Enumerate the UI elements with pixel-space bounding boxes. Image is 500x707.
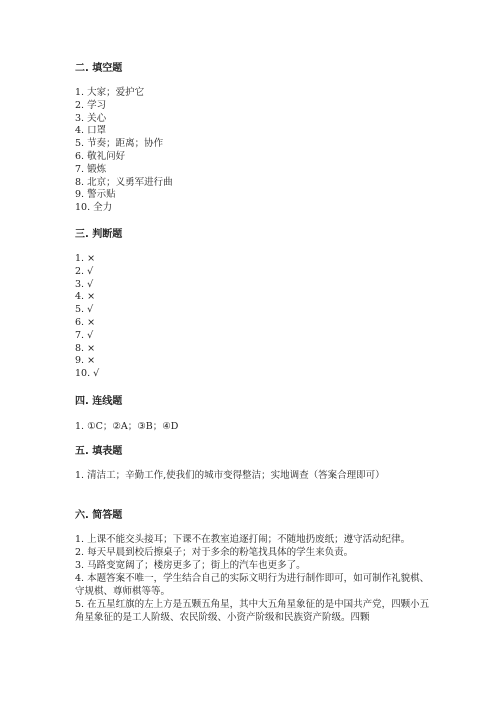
answer-line: 1. 清洁工；辛勤工作,使我们的城市变得整洁；实地调查（答案合理即可） [75, 470, 385, 481]
answer-line: 7. √ [75, 329, 94, 341]
answer-line: 4. × [75, 291, 96, 303]
answer-line: 9. × [75, 355, 96, 367]
answer-line: 5. 节奏；距离；协作 [75, 138, 164, 150]
answer-line: 1. ①C；②A；③B；④D [75, 421, 179, 432]
answer-line: 9. 警示贴 [75, 189, 116, 201]
answer-line: 10. 全力 [75, 202, 113, 214]
answer-line: 1. 大家；爱护它 [75, 87, 145, 98]
section-heading: 四. 连线题 [75, 396, 123, 407]
section-heading: 三. 判断题 [75, 229, 123, 240]
table-answers [75, 470, 435, 483]
answer-line: 4. 口罩 [75, 125, 107, 137]
answer-line: 10. √ [75, 368, 100, 380]
section-true-false [75, 228, 435, 241]
answer-line: 2. 学习 [75, 99, 107, 111]
short-answer-answers [75, 533, 435, 624]
answer-paragraph: 2. 每天早晨到校后擦桌子；对于多余的粉笔找具体的学生来负责。 [75, 547, 354, 558]
section-heading: 二. 填空题 [75, 63, 123, 74]
answer-line: 3. 关心 [75, 112, 107, 124]
answer-line: 3. √ [75, 278, 94, 290]
section-fill-blank [75, 62, 435, 75]
answer-paragraph: 3. 马路变宽阔了；楼房更多了；街上的汽车也更多了。 [75, 560, 306, 571]
section-heading: 五. 填表题 [75, 446, 123, 457]
matching-answers [75, 421, 435, 434]
section-matching [75, 395, 435, 408]
section-table [75, 445, 435, 458]
answer-paragraph: 1. 上课不能交头接耳；下课不在教室追逐打闹；不随地扔废纸；遵守活动纪律。 [75, 534, 411, 545]
answer-line: 2. √ [75, 265, 94, 277]
section-heading: 六. 简答题 [75, 510, 123, 521]
answer-paragraph: 5. 在五星红旗的左上方是五颗五角星，其中大五角星象征的是中国共产党，四颗小五角星象征的是工人阶级、农民阶级、小资产阶级和民族资产阶级。四颗 [75, 599, 430, 623]
answer-paragraph: 4. 本题答案不唯一，学生结合自己的实际文明行为进行制作即可，如可制作礼貌棋、守规棋、尊师棋等等。 [75, 573, 430, 597]
answer-line: 7. 锻炼 [75, 163, 107, 175]
section-short-answer [75, 509, 435, 522]
answer-line: 5. √ [75, 304, 94, 316]
fill-blank-answers [75, 87, 435, 215]
true-false-answers [75, 253, 435, 381]
answer-line: 1. × [75, 253, 96, 264]
answer-line: 6. 敬礼问好 [75, 150, 126, 162]
answer-line: 6. × [75, 316, 96, 328]
answer-line: 8. × [75, 342, 96, 354]
answer-line: 8. 北京；义勇军进行曲 [75, 176, 173, 188]
